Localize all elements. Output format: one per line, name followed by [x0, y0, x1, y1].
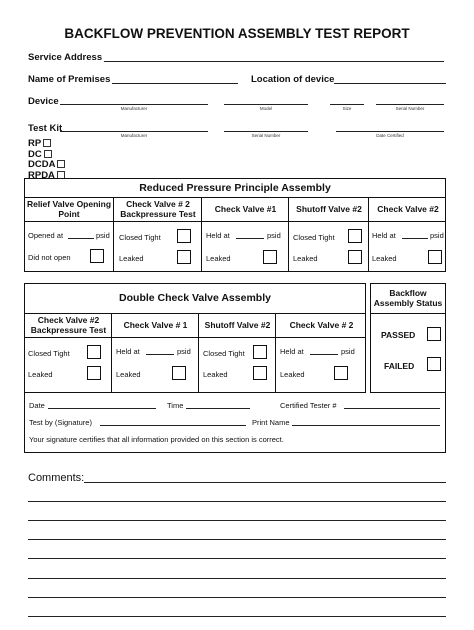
dc-cv2bp-leaked-label: Leaked [28, 370, 53, 379]
service-address-field[interactable] [104, 61, 444, 62]
time-label: Time [167, 401, 184, 410]
time-field[interactable] [186, 408, 250, 409]
testkit-manufacturer-caption: Manufacturer [120, 133, 148, 138]
rp-cv2bp-closed-tight-checkbox[interactable] [177, 229, 191, 243]
dc-cv2-psid: psid [341, 347, 355, 356]
rp-shutoff-leaked-checkbox[interactable] [348, 250, 362, 264]
status-title: Backflow Assembly Status [373, 288, 443, 308]
dc-cv1-held-at-label: Held at [116, 347, 140, 356]
type-rp-checkbox[interactable] [43, 139, 51, 147]
comments-label: Comments: [28, 472, 85, 484]
rp-col-shutoff2: Shutoff Valve #2 [296, 204, 362, 214]
rp-cv2-leaked-label: Leaked [372, 254, 397, 263]
status-failed-checkbox[interactable] [427, 357, 441, 371]
dc-col-cv2: Check Valve # 2 [289, 320, 354, 330]
dc-cv1-psid: psid [177, 347, 191, 356]
rp-opened-at-label: Opened at [28, 231, 64, 240]
assembly-type-list [28, 139, 65, 181]
dc-cv1-leaked-label: Leaked [116, 370, 141, 379]
rp-title: Reduced Pressure Principle Assembly [139, 182, 331, 194]
rp-opened-at-field[interactable] [68, 238, 94, 239]
rp-header-divider [24, 221, 446, 222]
dc-cv2bp-leaked-checkbox[interactable] [87, 366, 101, 380]
dc-cv2-held-at-label: Held at [280, 347, 304, 356]
premises-label: Name of Premises [28, 74, 111, 85]
comments-line[interactable] [28, 520, 446, 521]
comments-line[interactable] [28, 558, 446, 559]
dc-cv1-held-at-field[interactable] [146, 354, 174, 355]
testkit-serial-caption: Serial Number [251, 133, 281, 138]
rp-shutoff-leaked-label: Leaked [293, 254, 318, 263]
dc-shutoff-leaked-label: Leaked [203, 370, 228, 379]
location-field[interactable] [334, 83, 446, 84]
rp-cv2-leaked-checkbox[interactable] [428, 250, 442, 264]
testkit-date-field[interactable] [336, 131, 444, 132]
rp-cv1-held-at-label: Held at [206, 231, 230, 240]
certified-label: Certified Tester # [280, 401, 337, 410]
comments-line[interactable] [28, 539, 446, 540]
status-passed-checkbox[interactable] [427, 327, 441, 341]
comments-line[interactable] [28, 597, 446, 598]
dc-col-cv1: Check Valve # 1 [123, 320, 188, 330]
dc-cv2bp-closed-tight-label: Closed Tight [28, 349, 70, 358]
rp-cv2bp-leaked-checkbox[interactable] [177, 250, 191, 264]
rp-cv1-held-at-field[interactable] [236, 238, 264, 239]
testkit-label: Test Kit [28, 123, 63, 134]
testkit-serial-field[interactable] [224, 131, 308, 132]
rp-shutoff-closed-tight-checkbox[interactable] [348, 229, 362, 243]
service-address-label: Service Address [28, 52, 103, 63]
dc-col-divider [198, 313, 199, 393]
device-size-field[interactable] [330, 104, 364, 105]
rp-cv2bp-leaked-label: Leaked [119, 254, 144, 263]
type-dc-label: DC [28, 148, 42, 160]
rp-col-divider [288, 197, 289, 272]
dc-cv2bp-closed-tight-checkbox[interactable] [87, 345, 101, 359]
device-label: Device [28, 96, 59, 107]
dc-title: Double Check Valve Assembly [119, 292, 271, 304]
dc-col-divider [275, 313, 276, 393]
device-manufacturer-caption: Manufacturer [120, 106, 148, 111]
dc-shutoff-leaked-checkbox[interactable] [253, 366, 267, 380]
comments-line[interactable] [84, 482, 446, 483]
rp-col-divider [113, 197, 114, 272]
device-model-field[interactable] [224, 104, 308, 105]
rp-cv2-held-at-field[interactable] [402, 238, 428, 239]
print-name-field[interactable] [292, 425, 440, 426]
dc-cv2-held-at-field[interactable] [310, 354, 338, 355]
type-dc-checkbox[interactable] [44, 150, 52, 158]
dc-col-divider [111, 313, 112, 393]
dc-cv2-leaked-checkbox[interactable] [334, 366, 348, 380]
rp-col-divider [201, 197, 202, 272]
location-label: Location of device [251, 74, 335, 85]
print-name-label: Print Name [252, 418, 290, 427]
device-size-caption: Size [342, 106, 352, 111]
type-dcda-checkbox[interactable] [57, 160, 65, 168]
dc-shutoff-closed-tight-label: Closed Tight [203, 349, 245, 358]
signature-note: Your signature certifies that all information provided on this section is correct. [29, 435, 284, 444]
type-dcda-label: DCDA [28, 159, 56, 170]
certified-field[interactable] [344, 408, 440, 409]
dc-cv2-leaked-label: Leaked [280, 370, 305, 379]
device-manufacturer-field[interactable] [60, 104, 208, 105]
rp-col-divider [368, 197, 369, 272]
test-by-field[interactable] [100, 425, 246, 426]
rp-cv1-leaked-label: Leaked [206, 254, 231, 263]
rp-cv1-leaked-checkbox[interactable] [263, 250, 277, 264]
testkit-date-caption: Date Certified [376, 133, 404, 138]
rp-cv2-psid: psid [430, 231, 444, 240]
dc-col-cv2-backpressure: Check Valve #2 Backpressure Test [30, 315, 107, 335]
rp-cv2-held-at-label: Held at [372, 231, 396, 240]
rp-did-not-open-label: Did not open [28, 253, 71, 262]
status-failed-label: FAILED [384, 361, 415, 371]
comments-line[interactable] [28, 501, 446, 502]
rp-cv2bp-closed-tight-label: Closed Tight [119, 233, 161, 242]
premises-field[interactable] [112, 83, 238, 84]
comments-line[interactable] [28, 616, 446, 617]
testkit-manufacturer-field[interactable] [60, 131, 208, 132]
dc-title-divider [24, 313, 366, 314]
date-label: Date [29, 401, 45, 410]
rp-shutoff-closed-tight-label: Closed Tight [293, 233, 335, 242]
rp-col-cv1: Check Valve #1 [214, 204, 277, 214]
rp-opened-psid: psid [96, 231, 110, 240]
type-rpda-label: RPDA [28, 169, 55, 181]
rp-did-not-open-checkbox[interactable] [90, 249, 104, 263]
dc-cv1-leaked-checkbox[interactable] [172, 366, 186, 380]
comments-line[interactable] [28, 578, 446, 579]
dc-header-divider [24, 337, 366, 338]
rp-col-cv2-backpressure: Check Valve # 2 Backpressure Test [120, 199, 196, 219]
report-title: BACKFLOW PREVENTION ASSEMBLY TEST REPORT [64, 26, 410, 41]
status-passed-label: PASSED [381, 330, 416, 340]
type-rp-label: RP [28, 138, 42, 149]
rp-col-relief: Relief Valve Opening Point [26, 199, 112, 219]
test-by-label: Test by (Signature) [29, 418, 92, 427]
date-field[interactable] [48, 408, 156, 409]
rp-col-cv2: Check Valve #2 [377, 204, 439, 214]
rp-cv1-psid: psid [267, 231, 281, 240]
dc-col-shutoff2: Shutoff Valve #2 [204, 320, 271, 330]
device-model-caption: Model [259, 106, 273, 111]
device-serial-field[interactable] [376, 104, 444, 105]
rp-title-divider [24, 197, 446, 198]
status-divider [370, 313, 446, 314]
dc-shutoff-closed-tight-checkbox[interactable] [253, 345, 267, 359]
device-serial-caption: Serial Number [395, 106, 425, 111]
